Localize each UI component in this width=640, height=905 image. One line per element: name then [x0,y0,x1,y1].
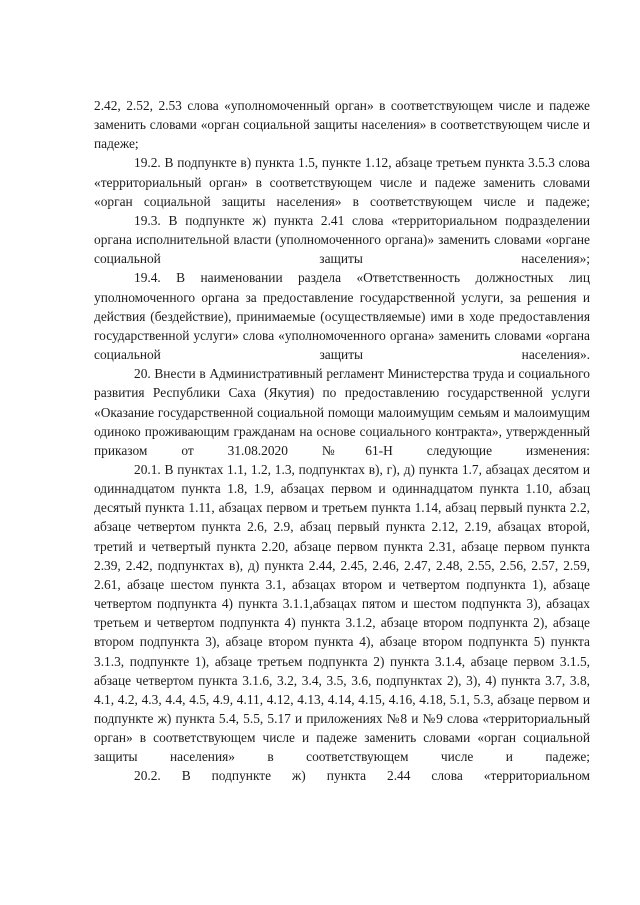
paragraph-continuation: 2.42, 2.52, 2.53 слова «уполномоченный орган» в соответствующем числе и падеже заменить словами «орган социальной защиты населения» в соответствующем числе и падеже; [94,98,590,152]
paragraph-20-1: 20.1. В пунктах 1.1, 1.2, 1.3, подпунктах в), г), д) пункта 1.7, абзацах десятом и одиннадцатом пункта 1.8, 1.9, абзацах первом и одиннадцатом пункта 1.10, абзац десятый пункта 1.11, абзацах первом и третьем пункта 1.14, абзац первый пункта 2.2, абзаце четвертом пункта 2.6, 2.9, абзац первый пункта 2.12, 2.19, абзацах второй, третий и четвертый пункта 2.20, абзаце первом пункта 2.31, абзаце первом пункта 2.39, 2.42, подпунктах в), д) пункта 2.44, 2.45, 2.46, 2.47, 2.48, 2.55, 2.56, 2.57, 2.59, 2.61, абзаце шестом пункта 3.1, абзацах втором и четвертом подпункта 1), абзаце четвертом подпункта 4) пункта 3.1.1,абзацах пятом и шестом подпункта 3), абзацах третьем и четвертом подпункта 4) пункта 3.1.2, абзаце втором подпункта 2), абзаце втором подпункта 3), абзаце втором пункта 4), абзаце втором подпункта 5) пункта 3.1.3, подпункте 1), абзаце третьем подпункта 2) пункта 3.1.4, абзаце первом 3.1.5, абзаце четвертом пункта 3.1.6, 3.2, 3.4, 3.5, 3.6, подпунктах 2), 3), 4) пункта 3.7, 3.8, 4.1, 4.2, 4.3, 4.4, 4.5, 4.9, 4.11, 4.12, 4.13, 4.14, 4.15, 4.16, 4.18, 5.1, 5.3, абзаце первом и подпункте ж) пункта 5.4, 5.5, 5.17 и приложениях №8 и №9 слова «территориальный орган» в соответствующем числе и падеже заменить словами «орган социальной защиты населения» в соответствующем числе и падеже; [94,461,590,765]
paragraph-20-2: 20.2. В подпункте ж) пункта 2.44 слова «территориальном [134,768,590,784]
paragraph-19-4: 19.4. В наименовании раздела «Ответственность должностных лиц уполномоченного органа за предоставление государственной услуги, за решения и действия (бездействие), принимаемые (осуществляемые) ими в ходе предоставления государственной услуги» слова «уполномоченного органа» заменить словами «органа социальной защиты населения». [94,270,590,363]
paragraph-20: 20. Внести в Административный регламент Министерства труда и социального развития Республики Саха (Якутия) по предоставлению государственной услуги «Оказание государственной социальной помощи малоимущим семьям и малоимущим одиноко проживающим гражданам на основе социального контракта», утвержденный приказом от 31.08.2020 №61-Н следующие изменения: [94,366,590,458]
paragraph-19-3: 19.3. В подпункте ж) пункта 2.41 слова «территориальном подразделении органа исполнительной власти (уполномоченного органа)» заменить словами «органе социальной защиты населения»; [94,212,590,267]
paragraph-19-2: 19.2. В подпункте в) пункта 1.5, пункте 1.12, абзаце третьем пункта 3.5.3 слова «территориальный орган» в соответствующем числе и падеже заменить словами «орган социальной защиты населения» в соответствующем числе и падеже; [94,155,590,209]
